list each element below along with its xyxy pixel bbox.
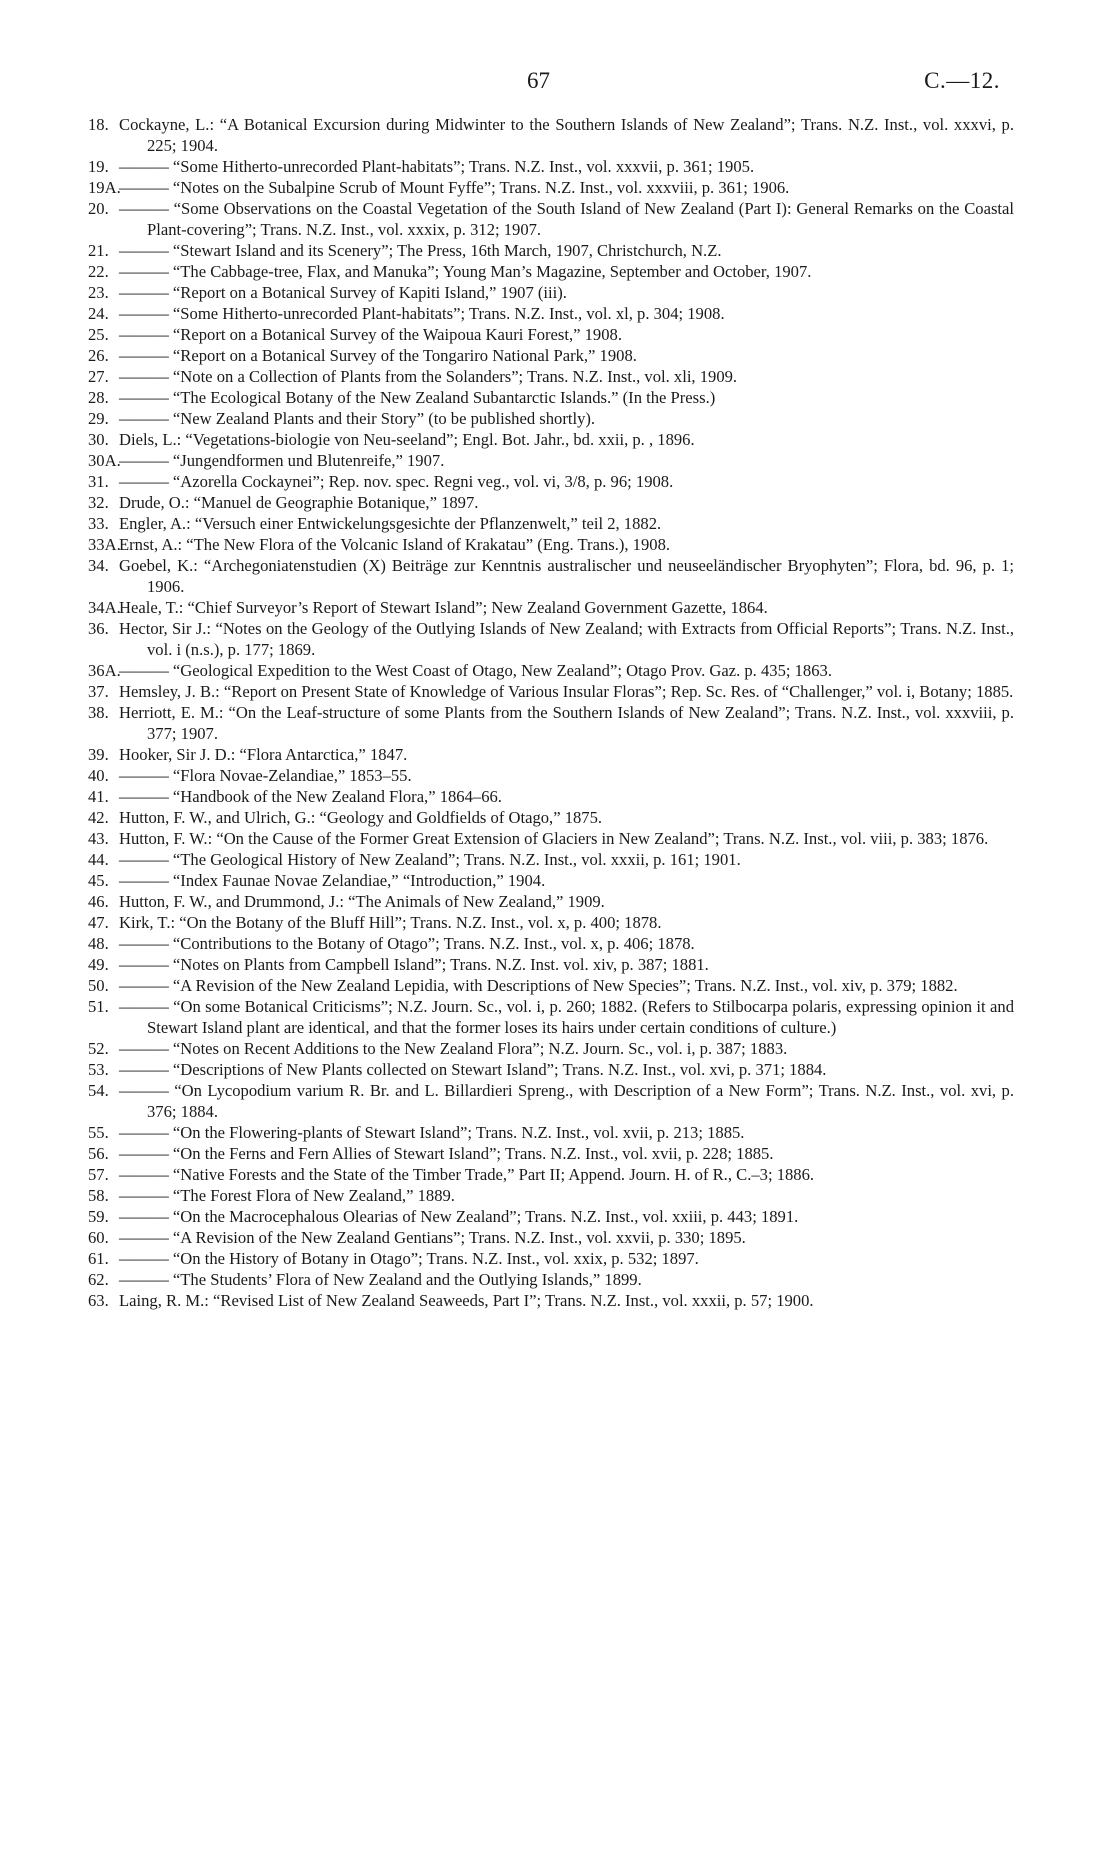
reference-text: ——— “Notes on the Subalpine Scrub of Mount Fyffe”; Trans. N.Z. Inst., vol. xxxviii, p. 361; 1906. xyxy=(119,178,790,197)
reference-text: ——— “Report on a Botanical Survey of the Waipoua Kauri Forest,” 1908. xyxy=(119,325,622,344)
reference-entry xyxy=(88,954,1014,975)
reference-text: Goebel, K.: “Archegoniatenstudien (X) Beiträge zur Kenntnis australischer und neuseeländischer Bryophyten”; Flora, bd. 96, p. 1; 1906. xyxy=(119,556,1014,596)
reference-text: Hector, Sir J.: “Notes on the Geology of the Outlying Islands of New Zealand; with Extracts from Official Reports”; Trans. N.Z. Inst., vol. i (n.s.), p. 177; 1869. xyxy=(119,619,1014,659)
reference-entry xyxy=(88,408,1014,429)
reference-number: 33. xyxy=(88,514,109,533)
reference-text: Kirk, T.: “On the Botany of the Bluff Hill”; Trans. N.Z. Inst., vol. x, p. 400; 1878. xyxy=(119,913,662,932)
reference-entry xyxy=(88,891,1014,912)
reference-entry xyxy=(88,765,1014,786)
reference-number: 54. xyxy=(88,1081,109,1100)
reference-number: 36A. xyxy=(88,661,121,680)
reference-text: ——— “Geological Expedition to the West Coast of Otago, New Zealand”; Otago Prov. Gaz. p. 435; 1863. xyxy=(119,661,832,680)
reference-text: ——— “A Revision of the New Zealand Lepidia, with Descriptions of New Species”; Trans. N.Z. Inst., vol. xiv, p. 379; 1882. xyxy=(119,976,958,995)
reference-number: 47. xyxy=(88,913,109,932)
reference-entry xyxy=(88,1122,1014,1143)
reference-entry xyxy=(88,870,1014,891)
reference-text: Herriott, E. M.: “On the Leaf-structure of some Plants from the Southern Islands of New Zealand”; Trans. N.Z. Inst., vol. xxxviii, p. 377; 1907. xyxy=(119,703,1014,743)
reference-number: 25. xyxy=(88,325,109,344)
reference-number: 48. xyxy=(88,934,109,953)
reference-number: 19. xyxy=(88,157,109,176)
reference-number: 46. xyxy=(88,892,109,911)
reference-text: ——— “Notes on Recent Additions to the New Zealand Flora”; N.Z. Journ. Sc., vol. i, p. 387; 1883. xyxy=(119,1039,788,1058)
reference-entry xyxy=(88,1248,1014,1269)
reference-entry xyxy=(88,114,1014,156)
reference-number: 23. xyxy=(88,283,109,302)
reference-entry xyxy=(88,366,1014,387)
reference-entry xyxy=(88,1227,1014,1248)
reference-number: 29. xyxy=(88,409,109,428)
reference-entry xyxy=(88,996,1014,1038)
reference-number: 39. xyxy=(88,745,109,764)
reference-text: ——— “Flora Novae-Zelandiae,” 1853–55. xyxy=(119,766,412,785)
reference-text: Hutton, F. W., and Drummond, J.: “The Animals of New Zealand,” 1909. xyxy=(119,892,605,911)
page-number: 67 xyxy=(527,68,550,93)
reference-number: 19A. xyxy=(88,178,121,197)
page-header xyxy=(0,68,1114,102)
reference-text: ——— “Azorella Cockaynei”; Rep. nov. spec. Regni veg., vol. vi, 3/8, p. 96; 1908. xyxy=(119,472,674,491)
reference-text: Heale, T.: “Chief Surveyor’s Report of Stewart Island”; New Zealand Government Gazette, 1864. xyxy=(119,598,768,617)
reference-text: Diels, L.: “Vegetations-biologie von Neu-seeland”; Engl. Bot. Jahr., bd. xxii, p. , 1896. xyxy=(119,430,695,449)
reference-text: ——— “Index Faunae Novae Zelandiae,” “Introduction,” 1904. xyxy=(119,871,546,890)
reference-number: 50. xyxy=(88,976,109,995)
reference-number: 45. xyxy=(88,871,109,890)
reference-text: ——— “Stewart Island and its Scenery”; The Press, 16th March, 1907, Christchurch, N.Z. xyxy=(119,241,722,260)
reference-text: ——— “On the History of Botany in Otago”; Trans. N.Z. Inst., vol. xxix, p. 532; 1897. xyxy=(119,1249,699,1268)
reference-text: ——— “Descriptions of New Plants collected on Stewart Island”; Trans. N.Z. Inst., vol. xvi, p. 371; 1884. xyxy=(119,1060,827,1079)
reference-number: 57. xyxy=(88,1165,109,1184)
reference-entry xyxy=(88,1038,1014,1059)
reference-number: 60. xyxy=(88,1228,109,1247)
reference-number: 59. xyxy=(88,1207,109,1226)
reference-text: Hutton, F. W., and Ulrich, G.: “Geology and Goldfields of Otago,” 1875. xyxy=(119,808,603,827)
reference-text: ——— “On Lycopodium varium R. Br. and L. Billardieri Spreng., with Description of a New Form”; Trans. N.Z. Inst., vol. xvi, p. 376; 1884. xyxy=(119,1081,1014,1121)
reference-number: 34A. xyxy=(88,598,121,617)
reference-number: 30A. xyxy=(88,451,121,470)
reference-text: ——— “Notes on Plants from Campbell Island”; Trans. N.Z. Inst. vol. xiv, p. 387; 1881. xyxy=(119,955,709,974)
reference-entry xyxy=(88,975,1014,996)
reference-entry xyxy=(88,1164,1014,1185)
reference-number: 51. xyxy=(88,997,109,1016)
reference-text: ——— “A Revision of the New Zealand Gentians”; Trans. N.Z. Inst., vol. xxvii, p. 330; 1895. xyxy=(119,1228,746,1247)
reference-number: 44. xyxy=(88,850,109,869)
reference-entry xyxy=(88,786,1014,807)
reference-text: Hooker, Sir J. D.: “Flora Antarctica,” 1847. xyxy=(119,745,408,764)
reference-number: 36. xyxy=(88,619,109,638)
reference-number: 41. xyxy=(88,787,109,806)
reference-entry xyxy=(88,345,1014,366)
reference-entry xyxy=(88,513,1014,534)
reference-entry xyxy=(88,324,1014,345)
reference-number: 21. xyxy=(88,241,109,260)
reference-number: 24. xyxy=(88,304,109,323)
reference-number: 37. xyxy=(88,682,109,701)
reference-number: 26. xyxy=(88,346,109,365)
reference-text: ——— “On some Botanical Criticisms”; N.Z. Journ. Sc., vol. i, p. 260; 1882. (Refers to Stilbocarpa polaris, expressing opinion it and Stewart Island plant are identical, and that the former loses its hairs under certain conditions of culture.) xyxy=(119,997,1014,1037)
reference-entry xyxy=(88,849,1014,870)
reference-text: Hemsley, J. B.: “Report on Present State of Knowledge of Various Insular Floras”; Rep. Sc. Res. of “Challenger,” vol. i, Botany; 1885. xyxy=(119,682,1014,701)
reference-entry xyxy=(88,744,1014,765)
reference-entry xyxy=(88,240,1014,261)
reference-entry xyxy=(88,429,1014,450)
reference-entry xyxy=(88,261,1014,282)
reference-entry xyxy=(88,1080,1014,1122)
reference-entry xyxy=(88,450,1014,471)
reference-entry xyxy=(88,534,1014,555)
reference-entry xyxy=(88,933,1014,954)
reference-entry xyxy=(88,828,1014,849)
reference-entry xyxy=(88,471,1014,492)
reference-text: ——— “Report on a Botanical Survey of the Tongariro National Park,” 1908. xyxy=(119,346,637,365)
reference-entry xyxy=(88,198,1014,240)
reference-number: 28. xyxy=(88,388,109,407)
reference-number: 52. xyxy=(88,1039,109,1058)
reference-text: ——— “On the Macrocephalous Olearias of New Zealand”; Trans. N.Z. Inst., vol. xxiii, p. 443; 1891. xyxy=(119,1207,799,1226)
report-code: C.—12. xyxy=(924,68,1000,93)
reference-text: Hutton, F. W.: “On the Cause of the Former Great Extension of Glaciers in New Zealand”; Trans. N.Z. Inst., vol. viii, p. 383; 1876. xyxy=(119,829,989,848)
reference-number: 40. xyxy=(88,766,109,785)
reference-entry xyxy=(88,1269,1014,1290)
reference-number: 20. xyxy=(88,199,109,218)
reference-text: ——— “New Zealand Plants and their Story” (to be published shortly). xyxy=(119,409,596,428)
reference-text: Cockayne, L.: “A Botanical Excursion during Midwinter to the Southern Islands of New Zealand”; Trans. N.Z. Inst., vol. xxxvi, p. 225; 1904. xyxy=(119,115,1014,155)
reference-text: ——— “Handbook of the New Zealand Flora,” 1864–66. xyxy=(119,787,502,806)
reference-text: ——— “Jungendformen und Blutenreife,” 1907. xyxy=(119,451,445,470)
reference-number: 38. xyxy=(88,703,109,722)
reference-number: 62. xyxy=(88,1270,109,1289)
reference-entry xyxy=(88,660,1014,681)
reference-number: 34. xyxy=(88,556,109,575)
reference-text: ——— “On the Flowering-plants of Stewart Island”; Trans. N.Z. Inst., vol. xvii, p. 213; 1885. xyxy=(119,1123,745,1142)
reference-list xyxy=(88,114,1014,1311)
reference-number: 32. xyxy=(88,493,109,512)
reference-entry xyxy=(88,807,1014,828)
reference-number: 56. xyxy=(88,1144,109,1163)
reference-number: 58. xyxy=(88,1186,109,1205)
reference-entry xyxy=(88,1143,1014,1164)
reference-text: ——— “The Students’ Flora of New Zealand and the Outlying Islands,” 1899. xyxy=(119,1270,642,1289)
reference-entry xyxy=(88,1185,1014,1206)
reference-entry xyxy=(88,177,1014,198)
reference-number: 27. xyxy=(88,367,109,386)
reference-text: ——— “Some Hitherto-unrecorded Plant-habitats”; Trans. N.Z. Inst., vol. xl, p. 304; 1908. xyxy=(119,304,725,323)
reference-entry xyxy=(88,702,1014,744)
reference-entry xyxy=(88,681,1014,702)
reference-entry xyxy=(88,1059,1014,1080)
reference-entry xyxy=(88,156,1014,177)
reference-entry xyxy=(88,282,1014,303)
reference-text: ——— “On the Ferns and Fern Allies of Stewart Island”; Trans. N.Z. Inst., vol. xvii, p. 228; 1885. xyxy=(119,1144,774,1163)
reference-entry xyxy=(88,618,1014,660)
reference-text: Engler, A.: “Versuch einer Entwickelungsgesichte der Pflanzenwelt,” teil 2, 1882. xyxy=(119,514,662,533)
reference-text: ——— “Note on a Collection of Plants from the Solanders”; Trans. N.Z. Inst., vol. xli, 1909. xyxy=(119,367,738,386)
reference-entry xyxy=(88,303,1014,324)
reference-text: Laing, R. M.: “Revised List of New Zealand Seaweeds, Part I”; Trans. N.Z. Inst., vol. xxxii, p. 57; 1900. xyxy=(119,1291,814,1310)
reference-entry xyxy=(88,555,1014,597)
reference-number: 18. xyxy=(88,115,109,134)
reference-number: 30. xyxy=(88,430,109,449)
reference-text: Drude, O.: “Manuel de Geographie Botanique,” 1897. xyxy=(119,493,479,512)
reference-text: ——— “Some Observations on the Coastal Vegetation of the South Island of New Zealand (Part I): General Remarks on the Coastal Plant-covering”; Trans. N.Z. Inst., vol. xxxix, p. 312; 1907. xyxy=(119,199,1014,239)
reference-text: ——— “The Cabbage-tree, Flax, and Manuka”; Young Man’s Magazine, September and October, 1907. xyxy=(119,262,812,281)
reference-entry xyxy=(88,492,1014,513)
reference-text: ——— “The Forest Flora of New Zealand,” 1889. xyxy=(119,1186,455,1205)
reference-text: ——— “The Ecological Botany of the New Zealand Subantarctic Islands.” (In the Press.) xyxy=(119,388,716,407)
reference-number: 43. xyxy=(88,829,109,848)
reference-text: ——— “Contributions to the Botany of Otago”; Trans. N.Z. Inst., vol. x, p. 406; 1878. xyxy=(119,934,695,953)
reference-entry xyxy=(88,1206,1014,1227)
reference-number: 55. xyxy=(88,1123,109,1142)
reference-text: ——— “The Geological History of New Zealand”; Trans. N.Z. Inst., vol. xxxii, p. 161; 1901. xyxy=(119,850,741,869)
reference-text: Ernst, A.: “The New Flora of the Volcanic Island of Krakatau” (Eng. Trans.), 1908. xyxy=(119,535,671,554)
reference-entry xyxy=(88,597,1014,618)
reference-number: 61. xyxy=(88,1249,109,1268)
reference-number: 49. xyxy=(88,955,109,974)
reference-number: 42. xyxy=(88,808,109,827)
reference-text: ——— “Native Forests and the State of the Timber Trade,” Part II; Append. Journ. H. of R., C.–3; 1886. xyxy=(119,1165,815,1184)
reference-entry xyxy=(88,1290,1014,1311)
reference-number: 22. xyxy=(88,262,109,281)
reference-text: ——— “Some Hitherto-unrecorded Plant-habitats”; Trans. N.Z. Inst., vol. xxxvii, p. 361; 1905. xyxy=(119,157,755,176)
reference-number: 33A. xyxy=(88,535,121,554)
reference-text: ——— “Report on a Botanical Survey of Kapiti Island,” 1907 (iii). xyxy=(119,283,567,302)
reference-number: 53. xyxy=(88,1060,109,1079)
reference-entry xyxy=(88,387,1014,408)
reference-number: 63. xyxy=(88,1291,109,1310)
reference-entry xyxy=(88,912,1014,933)
reference-number: 31. xyxy=(88,472,109,491)
